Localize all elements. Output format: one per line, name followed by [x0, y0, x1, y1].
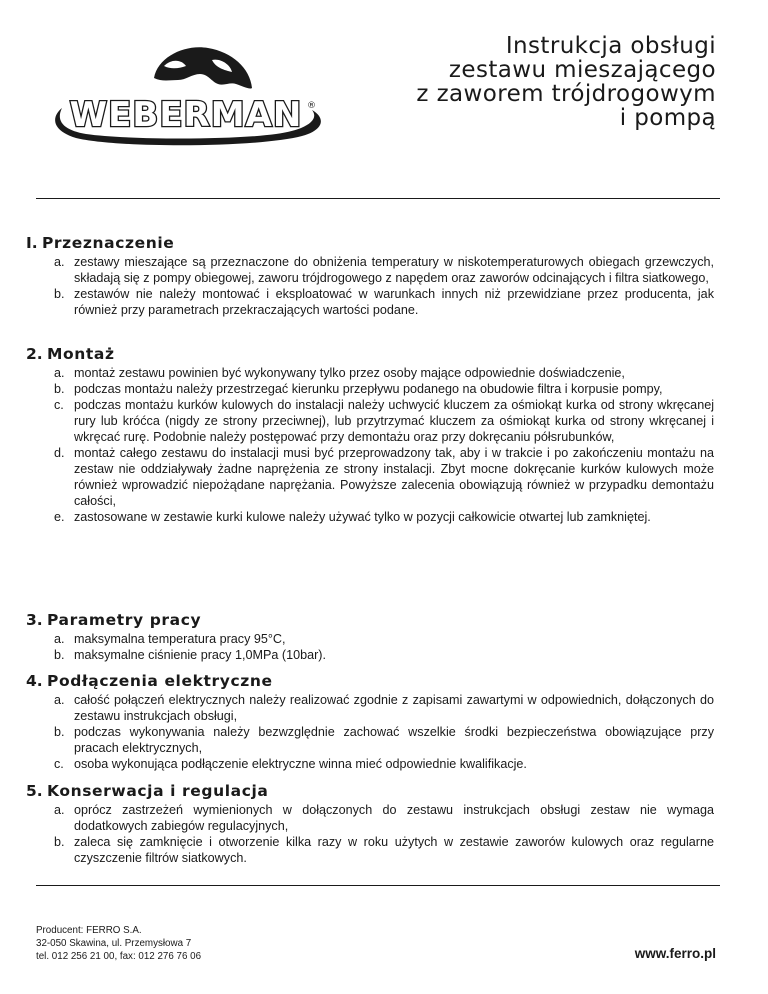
section-number: 2. — [26, 345, 43, 363]
item-letter: b. — [54, 648, 65, 662]
item-letter: d. — [54, 446, 65, 460]
item-letter: b. — [54, 835, 65, 849]
producer-line: 32-050 Skawina, ul. Przemysłowa 7 — [36, 938, 192, 949]
section-title: Parametry pracy — [47, 611, 202, 629]
list-item — [54, 445, 714, 509]
item-text: zastosowane w zestawie kurki kulowe należy używać tylko w pozycji całkowicie otwartej lub zamkniętej. — [74, 510, 651, 524]
list-item — [54, 365, 714, 381]
item-letter: e. — [54, 510, 65, 524]
item-text: podczas montażu kurków kulowych do instalacji należy uchwycić kluczem za ośmiokąt kurka od strony wkręcanej rury lub króćca (nigdy ze strony przeciwnej), lub przytrzymać kluczem za ośmiokąt kurka od strony wkręcanej i wkręcać rurę. Podobnie należy postępować przy demontażu oraz przy dokręcaniu półsrubunków, — [74, 398, 714, 444]
item-letter: b. — [54, 725, 65, 739]
item-text: całość połączeń elektrycznych należy realizować zgodnie z zapisami zawartymi w odpowiednich, dołączonych do zestawu instrukcjach obsługi, — [74, 693, 714, 723]
header-divider — [36, 198, 720, 199]
list-item — [54, 286, 714, 318]
item-letter: a. — [54, 803, 65, 817]
section-number: 5. — [26, 782, 43, 800]
section-heading — [26, 782, 268, 801]
section-title: Konserwacja i regulacja — [47, 782, 269, 800]
list-item — [54, 756, 714, 772]
list-item — [54, 509, 714, 525]
title-line: Instrukcja obsługi — [505, 33, 716, 59]
list-item — [54, 397, 714, 445]
list-item — [54, 381, 714, 397]
item-text: maksymalne ciśnienie pracy 1,0MPa (10bar). — [74, 648, 326, 662]
item-text: podczas wykonywania należy bezwzględnie zachować wszelkie środki bezpieczeństwa obowiązujące przy pracach elektrycznych, — [74, 725, 714, 755]
section-heading — [26, 345, 115, 364]
item-letter: a. — [54, 632, 65, 646]
item-text: montaż całego zestawu do instalacji musi być przeprowadzony tak, aby i w trakcie i po zakończeniu montażu na zestaw nie oddziaływały żadne naprężenia ze strony instalacji. Zbyt mocne dokręcanie kurków kulowych może również wprowadzić niepożądane naprężania. Powyższe zalecenia obowiązują również w przypadku demontażu całości, — [74, 446, 714, 508]
list-item — [54, 834, 714, 866]
item-text: zestawów nie należy montować i eksploatować w warunkach innych niż przewidziane przez producenta, jak również przy parametrach przekraczających wartości podane. — [74, 287, 714, 317]
section-title: Przeznaczenie — [41, 234, 175, 252]
title-line: i pompą — [619, 105, 716, 131]
section-items — [54, 254, 714, 318]
item-text: maksymalna temperatura pracy 95°C, — [74, 632, 286, 646]
registered-mark: ® — [307, 101, 316, 111]
item-text: osoba wykonująca podłączenie elektryczne winna mieć odpowiednie kwalifikacje. — [74, 757, 527, 771]
item-letter: b. — [54, 287, 65, 301]
title-line: z zaworem trójdrogowym — [416, 81, 716, 107]
section-heading — [26, 672, 273, 691]
list-item — [54, 254, 714, 286]
list-item — [54, 631, 714, 647]
section-title: Podłączenia elektryczne — [47, 672, 273, 690]
section-number: I. — [26, 234, 38, 252]
section-items — [54, 802, 714, 866]
item-text: zestawy mieszające są przeznaczone do obniżenia temperatury w niskotemperaturowych obiegach grzewczych, składają się z pompy obiegowej, zaworu trójdrogowego z napędem oraz zaworów odcinających i filtra siatkowego, — [74, 255, 714, 285]
item-letter: b. — [54, 382, 65, 396]
item-letter: c. — [54, 398, 64, 412]
brand-name: WEBERMAN — [69, 95, 303, 135]
item-text: zaleca się zamknięcie i otworzenie kilka razy w roku użytych w zestawie zaworów kulowych oraz regularne czyszczenie filtrów siatkowych. — [74, 835, 714, 865]
item-text: podczas montażu należy przestrzegać kierunku przepływu podanego na obudowie filtra i korpusie pompy, — [74, 382, 663, 396]
list-item — [54, 802, 714, 834]
document-title — [416, 34, 716, 130]
website-link[interactable]: www.ferro.pl — [634, 946, 716, 961]
list-item — [54, 647, 714, 663]
section-number: 3. — [26, 611, 43, 629]
section-items — [54, 631, 714, 663]
producer-line: Producent: FERRO S.A. — [36, 925, 142, 936]
title-line: zestawu mieszającego — [448, 57, 716, 83]
globe-icon — [154, 47, 252, 88]
list-item — [54, 724, 714, 756]
list-item — [54, 692, 714, 724]
weberman-logo — [36, 38, 336, 150]
item-text: oprócz zastrzeżeń wymienionych w dołączonych do zestawu instrukcjach obsługi zestaw nie wymaga dodatkowych zabiegów regulacyjnych, — [74, 803, 714, 833]
section-title: Montaż — [47, 345, 115, 363]
item-letter: a. — [54, 366, 65, 380]
section-items — [54, 692, 714, 772]
section-number: 4. — [26, 672, 43, 690]
item-text: montaż zestawu powinien być wykonywany tylko przez osoby mające odpowiednie doświadczenie, — [74, 366, 625, 380]
section-heading — [26, 611, 201, 630]
item-letter: c. — [54, 757, 64, 771]
item-letter: a. — [54, 255, 65, 269]
section-items — [54, 365, 714, 525]
footer-divider — [36, 885, 720, 886]
item-letter: a. — [54, 693, 65, 707]
producer-line: tel. 012 256 21 00, fax: 012 276 76 06 — [36, 951, 202, 962]
section-heading — [26, 234, 174, 253]
producer-info — [36, 924, 201, 963]
